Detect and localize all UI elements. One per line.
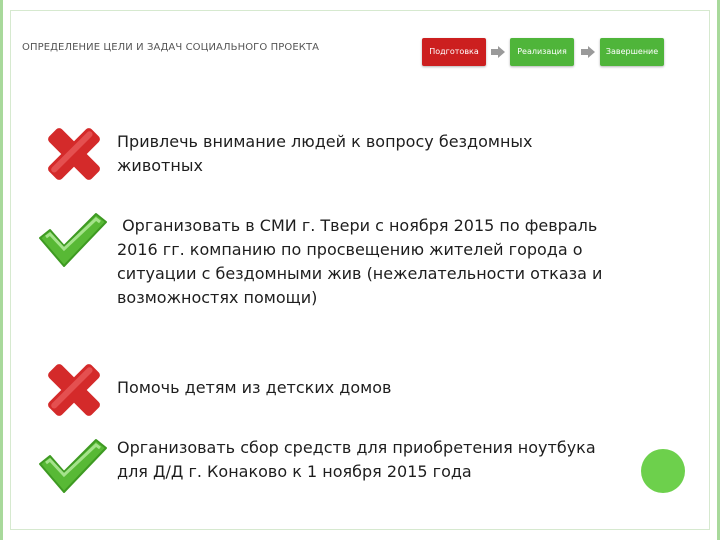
left-accent-bar — [0, 0, 3, 540]
red-cross-icon — [40, 356, 108, 424]
item-text: Помочь детям из детских домов — [117, 378, 392, 397]
arrow-right-icon — [491, 46, 505, 58]
decorative-circle — [641, 449, 685, 493]
item-text: Организовать сбор средств для приобретения ноутбука для Д/Д г. Конаково к 1 ноября 2015 года — [117, 438, 596, 481]
step-completion: Завершение — [600, 38, 664, 66]
green-check-icon — [36, 208, 108, 270]
step-preparation: Подготовка — [422, 38, 486, 66]
item-text: Организовать в СМИ г. Твери с ноября 2015 по февраль 2016 гг. компанию по просвещению жителей города о ситуации с бездомными жив (нежелательности отказа и возможностях помощи) — [117, 216, 603, 307]
process-steps — [422, 38, 664, 66]
arrow-right-icon — [581, 46, 595, 58]
slide-title: ОПРЕДЕЛЕНИЕ ЦЕЛИ И ЗАДАЧ СОЦИАЛЬНОГО ПРОЕКТА — [22, 42, 320, 53]
green-check-icon — [36, 434, 108, 496]
item-text: Привлечь внимание людей к вопросу бездомных животных — [117, 132, 533, 175]
red-cross-icon — [40, 120, 108, 188]
step-implementation: Реализация — [510, 38, 574, 66]
